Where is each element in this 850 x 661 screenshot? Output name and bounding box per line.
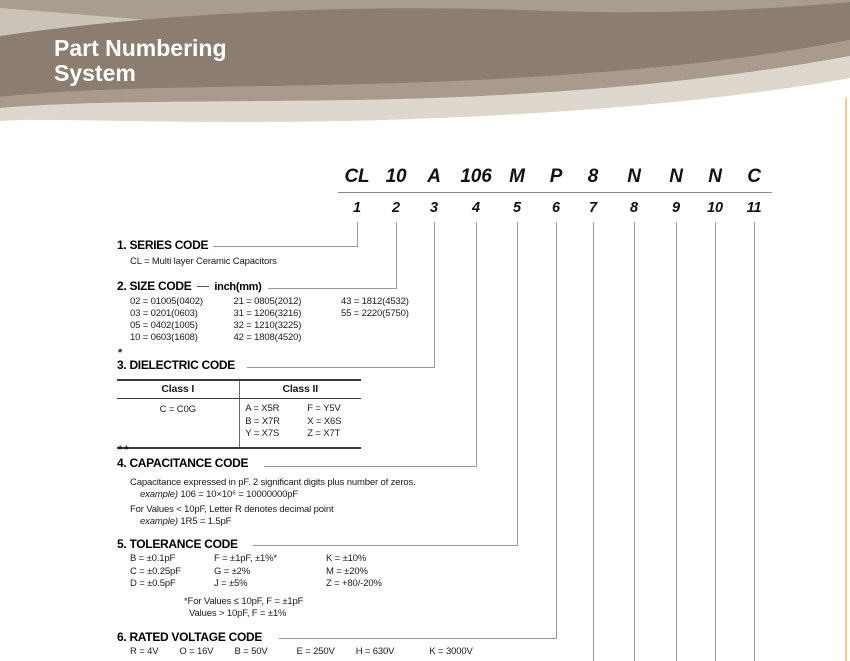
pn-code-2: 10	[385, 166, 407, 187]
pn-pos-4: 4	[472, 200, 480, 216]
tolerance-code-heading: 5. TOLERANCE CODE	[117, 537, 238, 551]
capacitance-example-1	[140, 489, 298, 501]
dielectric-table	[117, 379, 361, 449]
class1-header: Class I	[161, 383, 195, 395]
pn-pos-3: 3	[430, 200, 438, 216]
leader-line-4	[476, 222, 477, 466]
size-item: 05 = 0402(1005)	[130, 320, 198, 331]
voltage-code-heading: 6. RATED VOLTAGE CODE	[117, 630, 263, 644]
class2-value: Y = X7S	[245, 428, 280, 439]
tolerance-note-1: *For Values ≤ 10pF, F = ±1pF	[184, 596, 304, 607]
pn-code-7: 8	[587, 166, 599, 187]
example-label: example)	[140, 489, 178, 500]
connector-tolerance	[253, 545, 518, 546]
pn-pos-11: 11	[746, 200, 762, 216]
tolerance-item: K = ±10%	[326, 553, 367, 564]
tolerance-table	[130, 553, 418, 591]
dielectric-code-heading: 3. DIELECTRIC CODE	[117, 358, 235, 372]
size-item: 32 = 1210(3225)	[233, 320, 302, 331]
voltage-item: B = 50V	[234, 646, 268, 657]
pn-code-4: 106	[460, 166, 492, 187]
pn-code-9: N	[669, 166, 683, 187]
pn-code-11: C	[747, 166, 761, 187]
pn-code-3: A	[427, 166, 441, 187]
pn-code-10: N	[708, 166, 722, 187]
tolerance-item: G = ±2%	[214, 565, 251, 577]
capacitance-rule-1: Capacitance expressed in pF. 2 significant digits plus number of zeros.	[130, 477, 416, 488]
class2-row	[240, 428, 362, 441]
tolerance-note-2: Values > 10pF, F = ±1%	[189, 608, 287, 619]
capacitance-code-heading: 4. CAPACITANCE CODE	[117, 456, 249, 470]
example-value: 106 = 10×10⁶ = 10000000pF	[180, 489, 299, 500]
size-item: 21 = 0805(2012)	[233, 296, 302, 307]
voltage-item: E = 250V	[296, 646, 335, 657]
size-col-2	[234, 296, 339, 344]
pn-code-1: CL	[344, 166, 370, 187]
pn-code-6: P	[549, 166, 563, 187]
size-item: 02 = 01005(0402)	[130, 296, 203, 307]
pn-code-8: N	[627, 166, 641, 187]
connector-voltage	[279, 638, 557, 639]
class2-value: F = Y5V	[307, 403, 341, 414]
tolerance-row	[130, 553, 418, 566]
size-item: 03 = 0201(0603)	[130, 308, 198, 319]
connector-size	[268, 288, 397, 289]
size-item: 10 = 0603(1608)	[130, 332, 198, 343]
pn-pos-2: 2	[392, 200, 400, 216]
dielectric-table-body	[117, 399, 361, 447]
leader-line-10	[715, 222, 716, 661]
class2-header: Class II	[282, 383, 319, 395]
example-label: example)	[140, 516, 178, 527]
voltage-item: R = 4V	[130, 646, 159, 657]
voltage-table	[130, 646, 473, 658]
class1-cell	[117, 399, 239, 447]
class2-value: A = X5R	[245, 403, 280, 414]
size-col-1	[130, 296, 231, 344]
page-title	[54, 36, 227, 86]
size-code-table	[130, 296, 409, 344]
tolerance-item: D = ±0.5pF	[130, 578, 176, 589]
pn-pos-5: 5	[513, 200, 521, 216]
capacitance-rule-2: For Values < 10pF, Letter R denotes decimal point	[130, 504, 334, 515]
class1-value: C = C0G	[159, 404, 196, 415]
tolerance-item: B = ±0.1pF	[130, 553, 176, 564]
leader-line-1	[357, 222, 358, 246]
pn-pos-9: 9	[672, 200, 680, 216]
dielectric-table-header	[117, 381, 361, 399]
pn-pos-10: 10	[707, 200, 723, 216]
size-col-3	[341, 296, 409, 320]
connector-dielectric	[247, 367, 435, 368]
class2-value: B = X7R	[245, 415, 280, 427]
connector-capacitance	[264, 466, 477, 467]
pn-underline	[338, 192, 772, 193]
tolerance-item: J = ±5%	[214, 578, 248, 589]
banner-waves	[0, 0, 850, 132]
series-code-heading: 1. SERIES CODE	[117, 238, 209, 252]
leader-line-6	[556, 222, 557, 638]
pn-pos-7: 7	[589, 200, 597, 216]
size-code-title: 2. SIZE CODE	[117, 279, 192, 293]
dielectric-footnote-mark: *	[118, 347, 124, 359]
leader-line-8	[634, 222, 635, 661]
leader-line-5	[517, 222, 518, 545]
tolerance-item: F = ±1pF, ±1%*	[214, 553, 277, 564]
page-edge-accent	[845, 98, 847, 661]
tolerance-item: C = ±0.25pF	[130, 565, 181, 577]
pn-pos-8: 8	[630, 200, 638, 216]
size-code-heading	[117, 279, 262, 293]
tolerance-row	[130, 566, 418, 579]
leader-line-7	[593, 222, 594, 661]
leader-line-3	[434, 222, 435, 367]
size-unit-label: inch(mm)	[214, 281, 262, 293]
class2-cell	[240, 399, 362, 447]
class2-row	[240, 416, 362, 429]
leader-line-9	[676, 222, 677, 661]
series-code-description: CL = Multi layer Ceramic Capacitors	[130, 256, 277, 267]
size-item: 42 = 1808(4520)	[233, 332, 302, 343]
page-title-line2: System	[54, 60, 136, 86]
size-item: 55 = 2220(5750)	[341, 308, 409, 319]
capacitance-example-2	[140, 516, 231, 528]
pn-code-5: M	[509, 166, 525, 187]
tolerance-item: M = ±20%	[326, 565, 368, 577]
dash-separator	[197, 286, 209, 287]
voltage-item: H = 630V	[355, 646, 395, 657]
class2-row	[240, 403, 362, 416]
leader-line-2	[396, 222, 397, 288]
leader-line-11	[754, 222, 755, 661]
class2-value: X = X6S	[307, 415, 342, 427]
pn-pos-6: 6	[552, 200, 560, 216]
size-item: 43 = 1812(4532)	[341, 296, 409, 307]
class2-value: Z = X7T	[307, 428, 341, 439]
tolerance-item: Z = +80/-20%	[326, 578, 382, 589]
connector-series	[213, 246, 358, 247]
pn-pos-1: 1	[353, 200, 361, 216]
example-value: 1R5 = 1.5pF	[180, 516, 232, 527]
size-item: 31 = 1206(3216)	[233, 308, 302, 319]
voltage-item: K = 3000V	[429, 646, 473, 657]
page-title-line1: Part Numbering	[54, 35, 227, 61]
voltage-item: O = 16V	[179, 646, 214, 657]
capacitance-footnote-mark: **	[118, 444, 131, 456]
tolerance-row	[130, 578, 418, 591]
